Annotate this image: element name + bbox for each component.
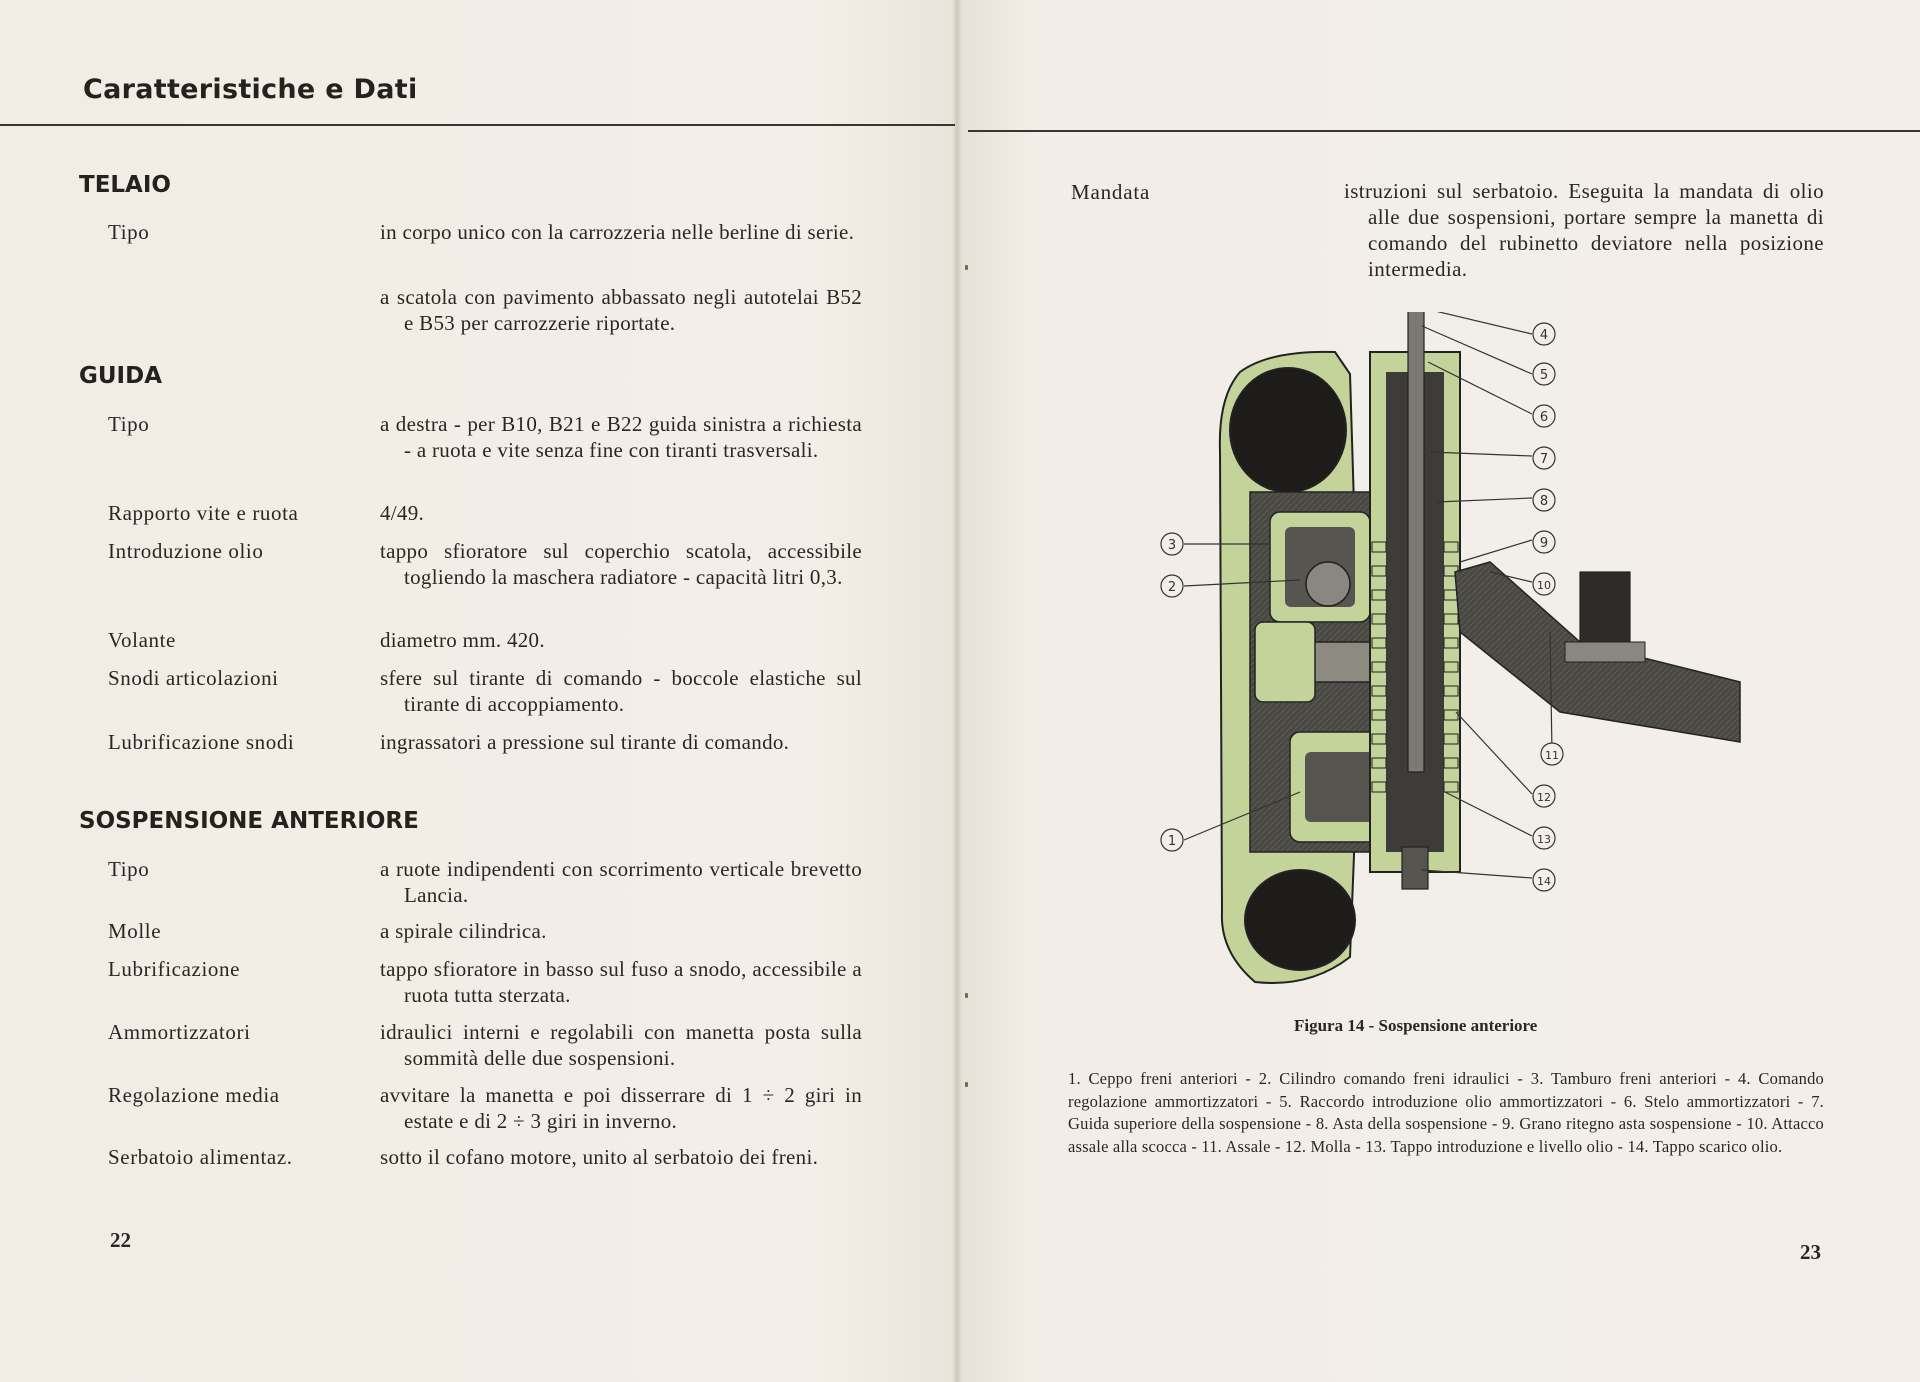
callout-label: 4 [1539, 328, 1549, 343]
spec-term: Tipo [108, 220, 150, 244]
callout-label: 5 [1539, 368, 1549, 383]
callout-label: 10 [1537, 579, 1551, 592]
tire-upper-hollow [1230, 368, 1346, 492]
spec-definition: in corpo unico con la carrozzeria nelle berline di serie. [380, 220, 855, 244]
callout-label: 13 [1537, 833, 1551, 846]
damper-rod [1408, 312, 1424, 772]
spec-term: Tipo [108, 857, 150, 881]
callout-label: 6 [1539, 410, 1549, 425]
spec-term: Volante [108, 628, 176, 652]
callout-label: 8 [1539, 494, 1549, 509]
spec-term: Lubrificazione [108, 957, 241, 981]
header-rule-right [968, 130, 1920, 132]
callout-label: 14 [1537, 875, 1551, 888]
spec-definition: a scatola con pavimento abbassato negli autotelai B52 e B53 per carrozzerie riportate. [380, 285, 862, 335]
spec-term: Regolazione media [108, 1083, 280, 1107]
margin-mark [965, 265, 968, 270]
spec-term: Lubrificazione snodi [108, 730, 295, 754]
spec-term: Ammortizzatori [108, 1020, 251, 1044]
figure-caption-title: Figura 14 - Sospensione anteriore [1294, 1016, 1538, 1035]
spec-term: Rapporto vite e ruota [108, 501, 299, 525]
suspension-cross-section-figure [1160, 312, 1760, 992]
spec-term: Serbatoio alimentaz. [108, 1145, 293, 1169]
header-rule-left [0, 124, 955, 126]
figure-legend: 1. Ceppo freni anteriori - 2. Cilindro comando freni idraulici - 3. Tamburo freni anteriori - 4. Comando regolazione ammortizzatori - 5. Raccordo introduzione olio ammortizzatori - 6. Stelo ammortizzatori - 7. Guida superiore della sospensione - 8. Asta della sospensione - 9. Grano ritegno asta sospensione - 10. Attacco assale alla scocca - 11. Assale - 12. Molla - 13. Tappo introduzione e livello olio - 14. Tappo scarico olio. [1068, 1069, 1824, 1156]
mandata-term: Mandata [1071, 180, 1151, 204]
spec-definition: diametro mm. 420. [380, 628, 545, 652]
callout-label: 11 [1545, 749, 1559, 762]
spec-term: Tipo [108, 412, 150, 436]
spec-term: Introduzione olio [108, 539, 264, 563]
spec-definition: sfere sul tirante di comando - boccole elastiche sul tirante di accoppiamento. [380, 666, 862, 716]
section-heading-guida: GUIDA [79, 363, 163, 389]
callout-label: 9 [1539, 536, 1549, 551]
margin-mark [965, 993, 968, 998]
spec-definition: a ruote indipendenti con scorrimento verticale brevetto Lancia. [380, 857, 862, 907]
brake-cylinder [1306, 562, 1350, 606]
page-number-left: 22 [110, 1228, 131, 1252]
callout-label: 7 [1539, 452, 1549, 467]
spec-term: Molle [108, 919, 162, 943]
mandata-text: istruzioni sul serbatoio. Eseguita la mandata di olio alle due sospensioni, portare sempre la manetta di comando del rubinetto deviatore nella posizione intermedia. [1344, 179, 1824, 281]
spec-definition: 4/49. [380, 501, 425, 525]
spec-term: Snodi articolazioni [108, 666, 279, 690]
spec-definition: tappo sfioratore sul coperchio scatola, accessibile togliendo la maschera radiatore - capacità litri 0,3. [380, 539, 862, 589]
callout-label: 2 [1167, 580, 1177, 595]
chapter-title: Caratteristiche e Dati [83, 74, 418, 105]
spec-definition: ingrassatori a pressione sul tirante di comando. [380, 730, 790, 754]
spec-definition: a spirale cilindrica. [380, 919, 547, 943]
spec-definition: idraulici interni e regolabili con manetta posta sulla sommità delle due sospensioni. [380, 1020, 862, 1070]
tire-lower-hollow [1245, 870, 1355, 970]
spec-definition: avvitare la manetta e poi disserrare di 1 ÷ 2 giri in estate e di 2 ÷ 3 giri in inverno. [380, 1083, 862, 1133]
section-heading-telaio: TELAIO [79, 172, 171, 198]
callout-label: 1 [1167, 834, 1177, 849]
oil-plug-bottom [1402, 847, 1428, 889]
spec-definition: a destra - per B10, B21 e B22 guida sinistra a richiesta - a ruota e vite senza fine con tiranti trasversali. [380, 412, 862, 462]
section-heading-sospensione: SOSPENSIONE ANTERIORE [79, 808, 419, 834]
body-mount [1580, 572, 1630, 652]
spec-definition: sotto il cofano motore, unito al serbatoio dei freni. [380, 1145, 819, 1169]
callout-label: 3 [1167, 538, 1177, 553]
margin-mark [965, 1082, 968, 1087]
callout-label: 12 [1537, 791, 1551, 804]
book-spine [952, 0, 962, 1382]
page-number-right: 23 [1800, 1240, 1821, 1264]
spec-definition: tappo sfioratore in basso sul fuso a snodo, accessibile a ruota tutta sterzata. [380, 957, 862, 1007]
